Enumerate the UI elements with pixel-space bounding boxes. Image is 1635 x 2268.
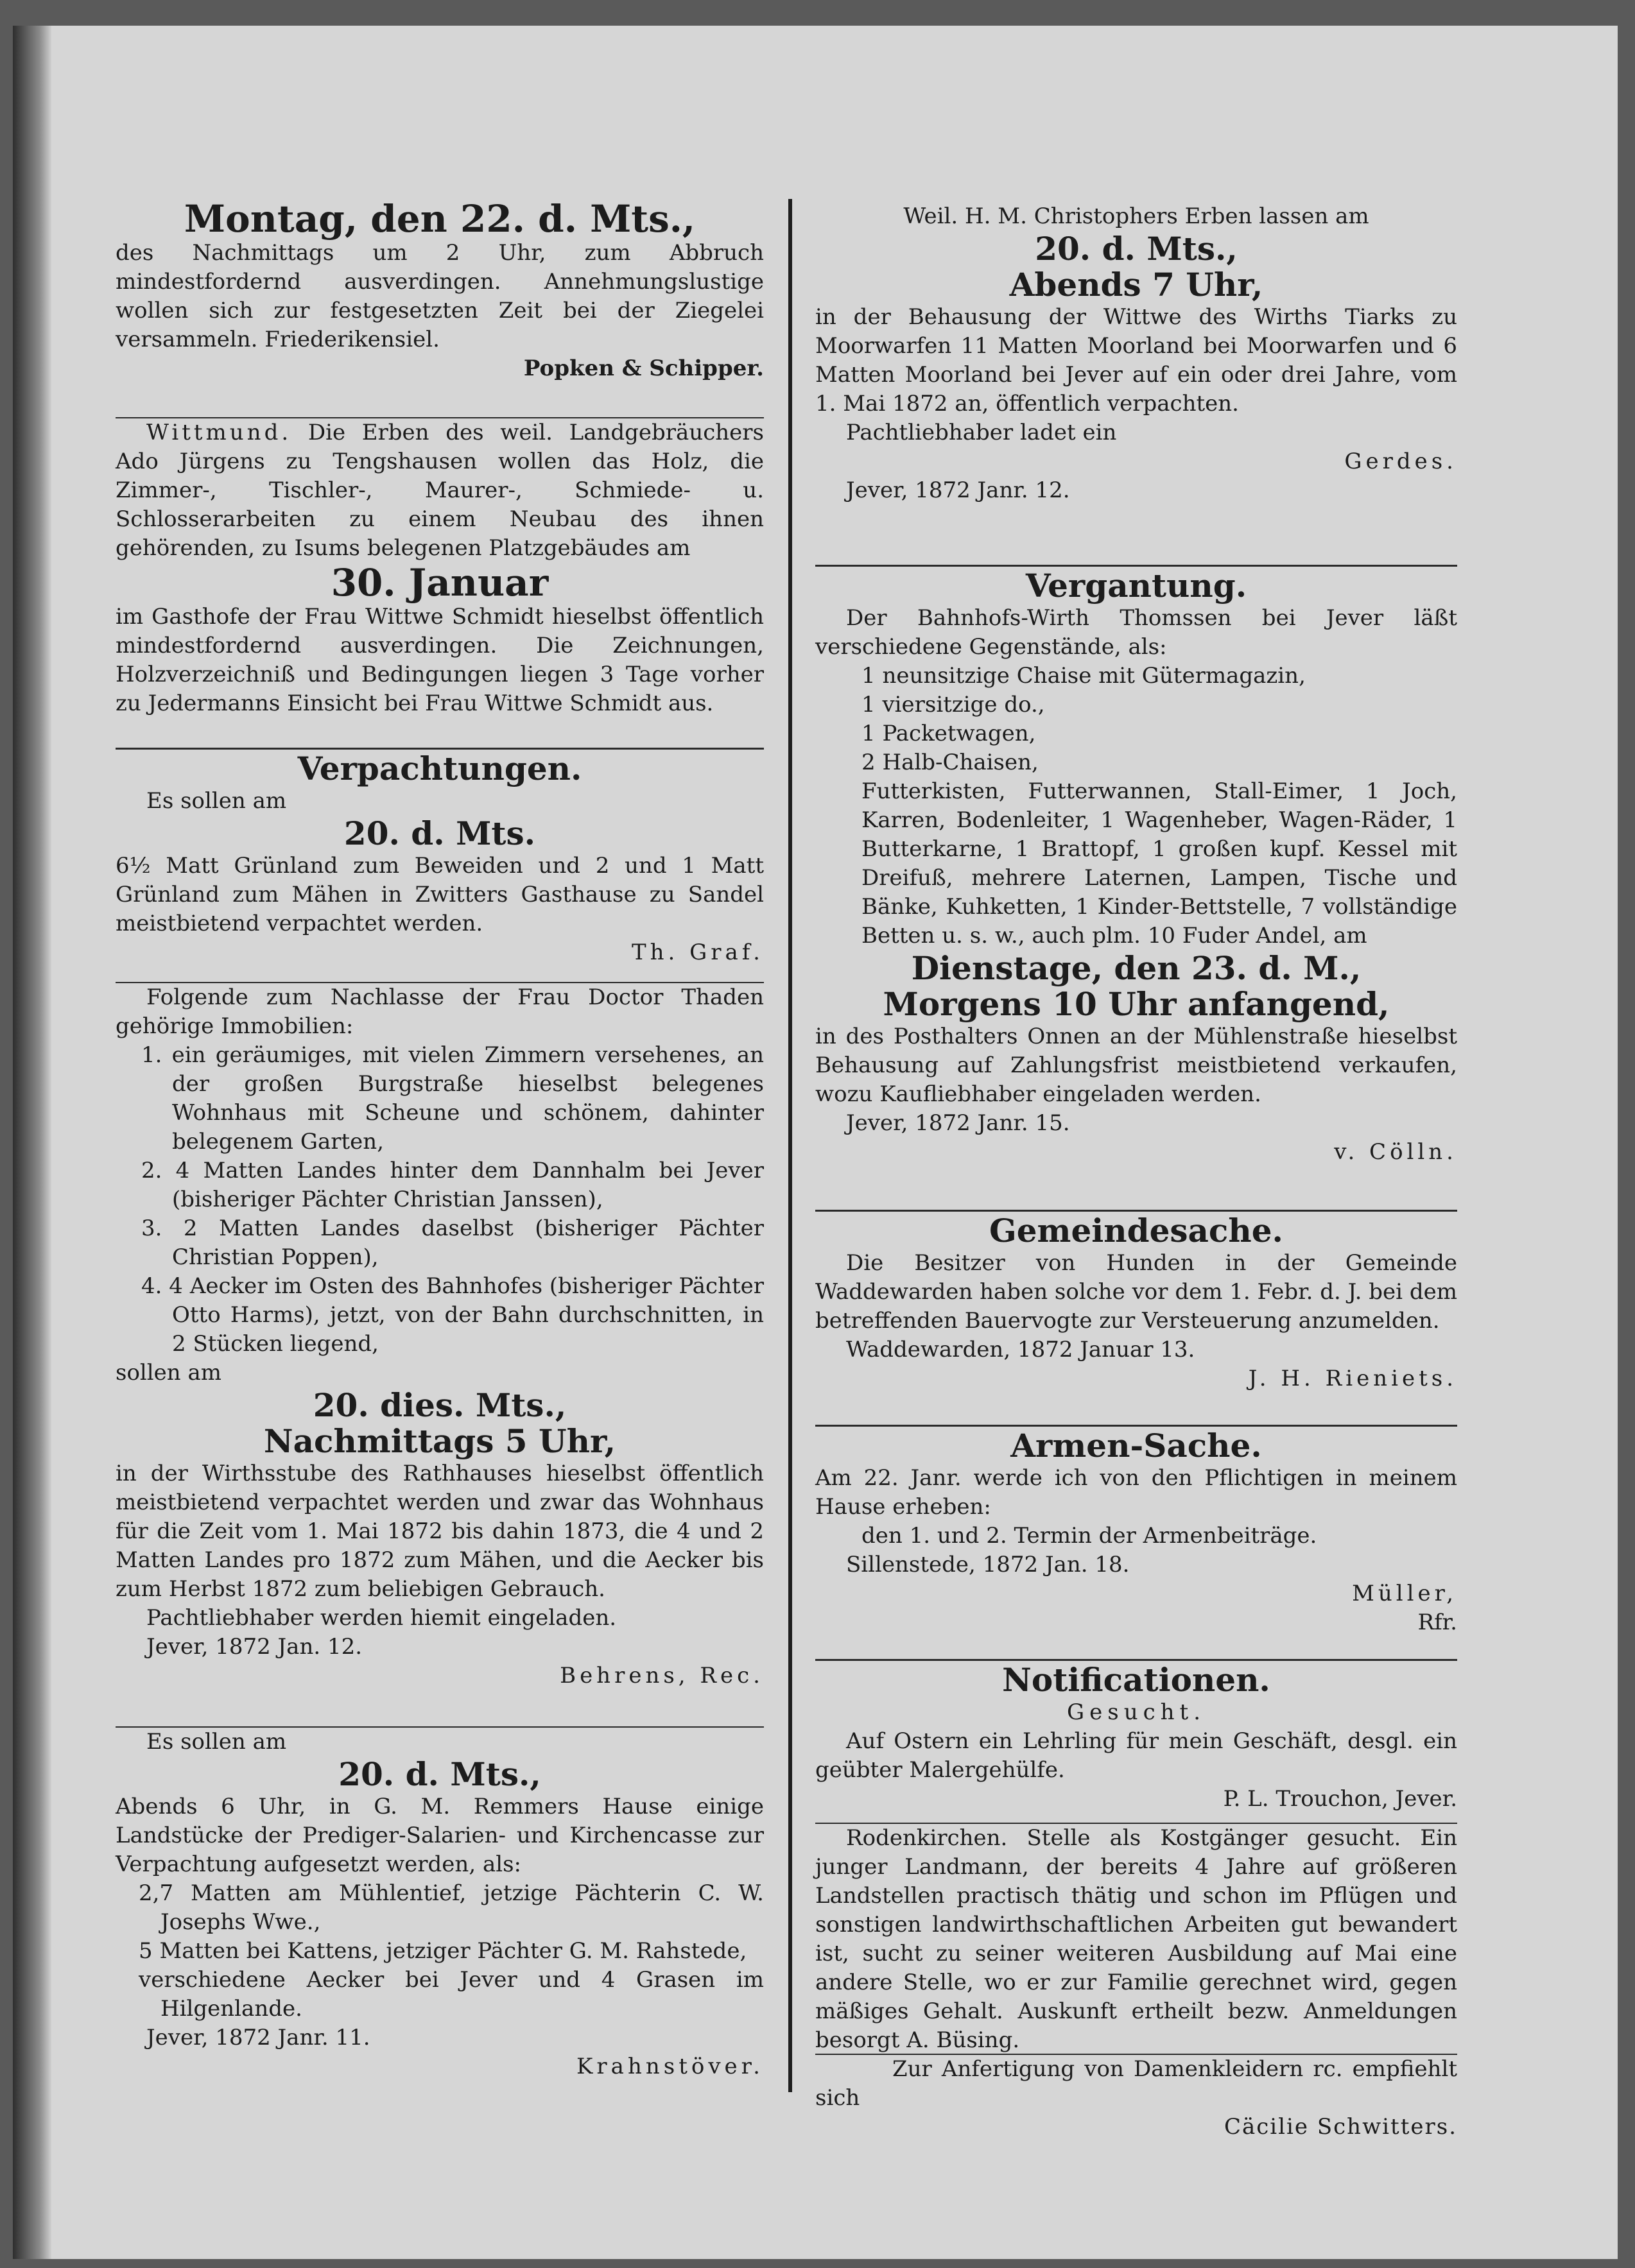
list-item: 2 Halb-Chaisen,: [861, 750, 1039, 775]
ad-time: Morgens 10 Uhr anfangend,: [883, 985, 1390, 1023]
ad-intro: Folgende zum Nachlasse der Frau Doctor Thaden gehörige Immobilien:: [116, 984, 764, 1039]
ad-dateline: Jever, 1872 Janr. 12.: [846, 477, 1070, 503]
ad-text-2: im Gasthofe der Frau Wittwe Schmidt hieselbst öffentlich mindestfordernd ausverdingen. Die Zeichnungen, Holzverzeichniß und Bedingungen liegen 3 Tage vorher zu Jedermanns Einsicht bei Frau Wittwe Schmidt aus.: [116, 604, 764, 716]
ad-signature: Gerdes.: [1344, 449, 1457, 474]
ad-intro: Es sollen am: [146, 788, 287, 814]
ad-text: Rodenkirchen. Stelle als Kostgänger gesucht. Ein junger Landmann, der bereits 4 Jahre auf größeren Landstellen practisch thätig und schon im Pflügen und sonstigen landwirthschaftlichen Arbeiten gut bewandert ist, sucht zu seiner weiteren Ausbildung auf Mai eine andere Stelle, wo er zur Familie gerechnet wird, gegen mäßiges Gehalt. Auskunft ertheilt bezw. Anmeldungen besorgt A. Büsing.: [815, 1825, 1457, 2053]
ad-dateline: Sillenstede, 1872 Jan. 18.: [846, 1552, 1130, 1577]
ad-text: Die Besitzer von Hunden in der Gemeinde Waddewarden haben solche vor dem 1. Febr. d. J. bei dem betreffenden Bauervogte zur Versteuerung anzumelden.: [815, 1250, 1457, 1334]
ad-time: Abends 7 Uhr,: [1009, 266, 1263, 304]
ad-date: Montag, den 22. d. Mts.,: [184, 197, 696, 241]
list-item: 2. 4 Matten Landes hinter dem Dannhalm bei Jever (bisheriger Pächter Christian Janssen),: [141, 1158, 764, 1212]
section-heading: Notificationen.: [1002, 1661, 1270, 1699]
ad-wittmund: [116, 418, 764, 718]
ad-item: den 1. und 2. Termin der Armenbeiträge.: [861, 1523, 1317, 1549]
ad-sollen: sollen am: [116, 1360, 222, 1386]
ad-invite: Pachtliebhaber ladet ein: [846, 420, 1117, 445]
ad-signature: v. Cölln.: [1334, 1139, 1457, 1165]
ad-text-2: in des Posthalters Onnen an der Mühlenstraße hieselbst Behausung auf Zahlungsfrist meistbietend verkaufen, wozu Kaufliebhaber eingeladen werden.: [815, 1024, 1457, 1107]
ad-signature: Th. Graf.: [631, 940, 764, 965]
ad-text: in der Behausung der Wittwe des Wirths Tiarks zu Moorwarfen 11 Matten Moorland bei Moorwarfen und 6 Matten Moorland bei Jever auf ein oder drei Jahre, vom 1. Mai 1872 an, öffentlich verpachten.: [815, 304, 1457, 417]
ad-dateline: Waddewarden, 1872 Januar 13.: [846, 1337, 1195, 1362]
ad-dateline: Jever, 1872 Janr. 11.: [146, 2025, 370, 2050]
binding-gutter: [13, 26, 51, 2259]
list-item: 3. 2 Matten Landes daselbst (bisheriger Pächter Christian Poppen),: [141, 1216, 764, 1270]
list-item: 5 Matten bei Kattens, jetziger Pächter G. M. Rahstede,: [139, 1938, 747, 1964]
list-item: 2,7 Matten am Mühlentief, jetzige Pächterin C. W. Josephs Wwe.,: [139, 1880, 764, 1935]
ad-text: des Nachmittags um 2 Uhr, zum Abbruch mindestfordernd ausverdingen. Annehmungslustige wollen sich zur festgesetzten Zeit bei der Ziegelei versammeln. Friederikensiel.: [116, 240, 764, 352]
ad-date: 20. d. Mts.,: [1035, 230, 1238, 268]
ad-text: Am 22. Janr. werde ich von den Pflichtigen in meinem Hause erheben:: [815, 1465, 1457, 1520]
ad-signature: P. L. Trouchon, Jever.: [1223, 1786, 1457, 1812]
ad-text: Abends 6 Uhr, in G. M. Remmers Hause einige Landstücke der Prediger-Salarien- und Kirchencasse zur Verpachtung aufgesetzt werden, als:: [116, 1794, 764, 1877]
ad-signature: J. H. Rieniets.: [1248, 1366, 1457, 1391]
list-item: verschiedene Aecker bei Jever und 4 Grasen im Hilgenlande.: [139, 1967, 764, 2022]
ad-text: Zur Anfertigung von Damenkleidern rc. empfiehlt sich: [815, 2056, 1457, 2111]
property-list: [116, 1041, 764, 1359]
ad-armen-sache: [815, 1428, 1457, 1637]
section-heading: Gemeindesache.: [989, 1212, 1283, 1250]
section-heading: Verpachtungen.: [297, 750, 582, 787]
section-heading: Vergantung.: [1025, 567, 1247, 605]
list-item: 1. ein geräumiges, mit vielen Zimmern versehenes, an der großen Burgstraße hieselbst belegenes Wohnhaus mit Scheune und schönem, dahinter belegenem Garten,: [141, 1042, 764, 1155]
ad-text: in der Wirthsstube des Rathhauses hieselbst öffentlich meistbietend verpachtet werden und zwar das Wohnhaus für die Zeit vom 1. Mai 1872 bis dahin 1873, die 4 und 2 Matten Landes pro 1872 zum Mähen, und die Aecker bis zum Herbst 1872 zum beliebigen Gebrauch.: [116, 1461, 764, 1602]
column-divider: [788, 199, 792, 2092]
ad-place: Wittmund.: [146, 420, 292, 445]
list-item: 1 viersitzige do.,: [861, 692, 1045, 717]
ad-intro: Der Bahnhofs-Wirth Thomssen bei Jever läßt verschiedene Gegenstände, als:: [815, 605, 1457, 660]
ad-date: 20. d. Mts.,: [338, 1755, 541, 1793]
ad-subheading: Gesucht.: [1066, 1699, 1206, 1725]
ad-gemeindesache: [815, 1213, 1457, 1393]
ad-intro: Es sollen am: [146, 1729, 287, 1755]
ad-signature-2: Rfr.: [1417, 1610, 1457, 1635]
ad-damenkleider: [815, 2055, 1457, 2142]
ad-date: 30. Januar: [331, 561, 549, 605]
ad-notificationen: [815, 1662, 1457, 1814]
ad-signature: Krahnstöver.: [576, 2054, 764, 2079]
ad-signature: Cäcilie Schwitters.: [1224, 2114, 1457, 2140]
ad-dateline: Jever, 1872 Janr. 15.: [846, 1110, 1070, 1136]
ad-date: 20. d. Mts.: [343, 814, 536, 852]
ad-date: Dienstage, den 23. d. M.,: [911, 949, 1362, 987]
ad-moorwarfen: [815, 202, 1457, 505]
ad-signature: Popken & Schipper.: [523, 356, 764, 381]
ad-intro: Weil. H. M. Christophers Erben lassen am: [903, 203, 1369, 229]
ad-text: Die Erben des weil. Landgebräuchers Ado Jürgens zu Tengshausen wollen das Holz, die Zimmer-, Tischler-, Maurer-, Schmiede- u. Schlosserarbeiten zu einem Neubau des ihnen gehörenden, zu Isums belegenen Platzgebäudes am: [116, 420, 764, 561]
ad-date: 20. dies. Mts.,: [313, 1386, 567, 1424]
ad-thaden: [116, 983, 764, 1690]
ad-rodenkirchen: [815, 1824, 1457, 2055]
ad-text: 6½ Matt Grünland zum Beweiden und 2 und 1 Matt Grünland zum Mähen in Zwitters Gasthause zu Sandel meistbietend verpachtet werden.: [116, 853, 764, 936]
list-item: 1 neunsitzige Chaise mit Gütermagazin,: [861, 663, 1306, 689]
newspaper-page: [13, 26, 1618, 2259]
list-item: 4. 4 Aecker im Osten des Bahnhofes (bisheriger Pächter Otto Harms), jetzt, von der Bahn durchschnitten, in 2 Stücken liegend,: [141, 1273, 764, 1357]
land-list: [116, 1879, 764, 2023]
ad-invite: Pachtliebhaber werden hiemit eingeladen.: [146, 1605, 617, 1631]
section-heading: Armen-Sache.: [1010, 1427, 1262, 1465]
ad-dateline: Jever, 1872 Jan. 12.: [146, 1634, 363, 1660]
ad-time: Nachmittags 5 Uhr,: [263, 1422, 616, 1460]
goods-list: [815, 662, 1457, 777]
ad-text: Futterkisten, Futterwannen, Stall-Eimer, 1 Joch, Karren, Bodenleiter, 1 Wagenheber, Wagen-Räder, 1 Butterkarne, 1 Brattopf, 1 großen kupf. Kessel mit Dreifuß, mehrere Laternen, Lampen, Tische und Bänke, Kuhketten, 1 Kinder-Bettstelle, 7 vollständige Betten u. s. w., auch plm. 10 Fuder Andel, am: [861, 778, 1457, 949]
ad-signature: Müller,: [1352, 1581, 1457, 1606]
ad-friederikensiel: [116, 199, 764, 383]
ad-verpachtungen: [116, 751, 764, 967]
list-item: 1 Packetwagen,: [861, 721, 1036, 746]
ad-vergantung: [815, 568, 1457, 1167]
ad-text: Auf Ostern ein Lehrling für mein Geschäft, desgl. ein geübter Malergehülfe.: [815, 1728, 1457, 1783]
ad-signature: Behrens, Rec.: [560, 1663, 764, 1688]
ad-kirchencasse: [116, 1728, 764, 2081]
